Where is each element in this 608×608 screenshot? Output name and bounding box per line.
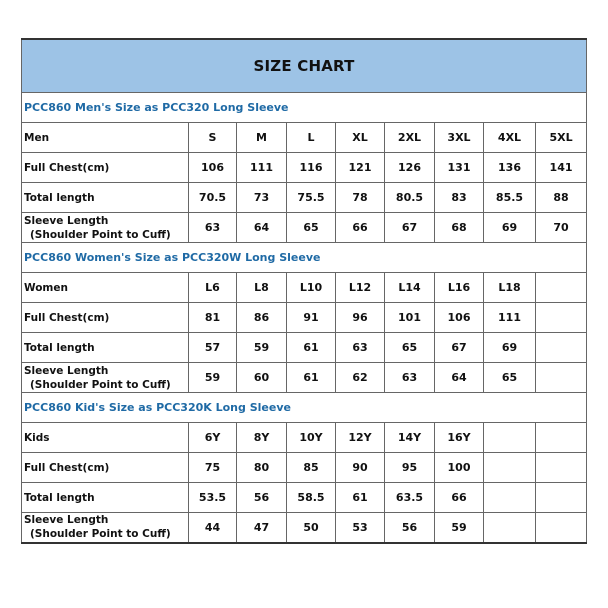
table-cell: L8 (237, 273, 287, 303)
table-cell: 62 (336, 363, 385, 393)
table-cell: 85.5 (484, 183, 536, 213)
section-heading: PCC860 Men's Size as PCC320 Long Sleeve (22, 93, 587, 123)
row-label-line1: Sleeve Length (24, 364, 109, 377)
table-cell: 64 (237, 213, 287, 243)
row-label-line2: (Shoulder Point to Cuff) (30, 378, 171, 391)
table-cell: 70 (536, 213, 587, 243)
table-cell (536, 303, 587, 333)
row-label (22, 513, 189, 543)
table-cell: 61 (336, 483, 385, 513)
row-label: Full Chest(cm) (22, 453, 189, 483)
table-cell: 64 (435, 363, 484, 393)
table-cell: L16 (435, 273, 484, 303)
table-cell: M (237, 123, 287, 153)
table-cell: 90 (336, 453, 385, 483)
table-cell: 66 (336, 213, 385, 243)
table-cell: 141 (536, 153, 587, 183)
table-cell: 5XL (536, 123, 587, 153)
table-cell: L (287, 123, 336, 153)
table-cell: L6 (189, 273, 237, 303)
table-cell: 10Y (287, 423, 336, 453)
size-chart-table (21, 38, 587, 544)
table-cell (484, 423, 536, 453)
table-row (22, 423, 587, 453)
table-cell: XL (336, 123, 385, 153)
table-cell (484, 453, 536, 483)
table-cell: 6Y (189, 423, 237, 453)
table-cell: 69 (484, 333, 536, 363)
table-cell: 63 (336, 333, 385, 363)
section-heading-row (22, 93, 587, 123)
table-cell: 86 (237, 303, 287, 333)
size-chart-body (22, 39, 587, 543)
table-row (22, 303, 587, 333)
table-cell: 101 (385, 303, 435, 333)
row-label-line2: (Shoulder Point to Cuff) (30, 228, 171, 241)
row-label: Women (22, 273, 189, 303)
table-cell: 80 (237, 453, 287, 483)
table-cell: 91 (287, 303, 336, 333)
table-cell: 78 (336, 183, 385, 213)
table-row (22, 453, 587, 483)
table-cell (536, 513, 587, 543)
table-cell: 63 (189, 213, 237, 243)
table-cell: 68 (435, 213, 484, 243)
table-cell: 53 (336, 513, 385, 543)
table-cell: 88 (536, 183, 587, 213)
row-label-line1: Sleeve Length (24, 214, 109, 227)
table-cell: L18 (484, 273, 536, 303)
table-cell: 14Y (385, 423, 435, 453)
table-cell (536, 273, 587, 303)
section-heading-row (22, 243, 587, 273)
row-label: Men (22, 123, 189, 153)
row-label: Total length (22, 183, 189, 213)
table-cell: 2XL (385, 123, 435, 153)
section-heading: PCC860 Women's Size as PCC320W Long Sleeve (22, 243, 587, 273)
table-cell: 106 (189, 153, 237, 183)
table-row (22, 483, 587, 513)
row-label (22, 363, 189, 393)
table-cell (536, 483, 587, 513)
table-row (22, 123, 587, 153)
table-cell: 65 (287, 213, 336, 243)
table-cell: 16Y (435, 423, 484, 453)
row-label: Full Chest(cm) (22, 303, 189, 333)
table-cell: 65 (484, 363, 536, 393)
table-cell (536, 363, 587, 393)
table-cell: 56 (385, 513, 435, 543)
table-cell: 83 (435, 183, 484, 213)
table-cell: 66 (435, 483, 484, 513)
table-cell: 58.5 (287, 483, 336, 513)
table-cell: 56 (237, 483, 287, 513)
table-cell: L10 (287, 273, 336, 303)
row-label-line1: Sleeve Length (24, 514, 109, 527)
table-cell: 57 (189, 333, 237, 363)
table-cell: 8Y (237, 423, 287, 453)
table-cell: 63 (385, 363, 435, 393)
table-cell: 100 (435, 453, 484, 483)
table-cell: 96 (336, 303, 385, 333)
row-label: Full Chest(cm) (22, 153, 189, 183)
table-cell: 67 (435, 333, 484, 363)
table-cell: 65 (385, 333, 435, 363)
table-cell: 50 (287, 513, 336, 543)
table-cell: 67 (385, 213, 435, 243)
table-cell: S (189, 123, 237, 153)
row-label: Kids (22, 423, 189, 453)
table-cell: 12Y (336, 423, 385, 453)
table-row (22, 363, 587, 393)
table-row (22, 213, 587, 243)
table-cell: 4XL (484, 123, 536, 153)
table-cell: 61 (287, 333, 336, 363)
table-cell: 126 (385, 153, 435, 183)
table-row (22, 153, 587, 183)
table-cell: L12 (336, 273, 385, 303)
table-cell: 70.5 (189, 183, 237, 213)
title-row (22, 39, 587, 93)
table-cell (484, 483, 536, 513)
table-cell: 80.5 (385, 183, 435, 213)
table-cell: 59 (189, 363, 237, 393)
table-cell: 85 (287, 453, 336, 483)
table-cell: 75.5 (287, 183, 336, 213)
table-cell (536, 423, 587, 453)
table-row (22, 513, 587, 543)
table-cell: 116 (287, 153, 336, 183)
table-cell: 73 (237, 183, 287, 213)
table-cell: 3XL (435, 123, 484, 153)
table-cell: 63.5 (385, 483, 435, 513)
chart-title: SIZE CHART (22, 39, 587, 93)
row-label: Total length (22, 483, 189, 513)
table-cell: 121 (336, 153, 385, 183)
row-label-line2: (Shoulder Point to Cuff) (30, 528, 171, 541)
table-cell: 81 (189, 303, 237, 333)
table-cell (536, 333, 587, 363)
table-cell: 75 (189, 453, 237, 483)
row-label: Total length (22, 333, 189, 363)
table-cell: 59 (237, 333, 287, 363)
section-heading: PCC860 Kid's Size as PCC320K Long Sleeve (22, 393, 587, 423)
table-cell: 69 (484, 213, 536, 243)
table-row (22, 273, 587, 303)
table-cell: L14 (385, 273, 435, 303)
table-row (22, 183, 587, 213)
table-cell: 136 (484, 153, 536, 183)
table-cell: 61 (287, 363, 336, 393)
table-cell: 111 (484, 303, 536, 333)
table-cell: 59 (435, 513, 484, 543)
table-row (22, 333, 587, 363)
table-cell: 131 (435, 153, 484, 183)
table-cell: 106 (435, 303, 484, 333)
section-heading-row (22, 393, 587, 423)
table-cell: 44 (189, 513, 237, 543)
table-cell (484, 513, 536, 543)
table-cell: 47 (237, 513, 287, 543)
table-cell: 95 (385, 453, 435, 483)
table-cell (536, 453, 587, 483)
row-label (22, 213, 189, 243)
table-cell: 60 (237, 363, 287, 393)
table-cell: 53.5 (189, 483, 237, 513)
table-cell: 111 (237, 153, 287, 183)
